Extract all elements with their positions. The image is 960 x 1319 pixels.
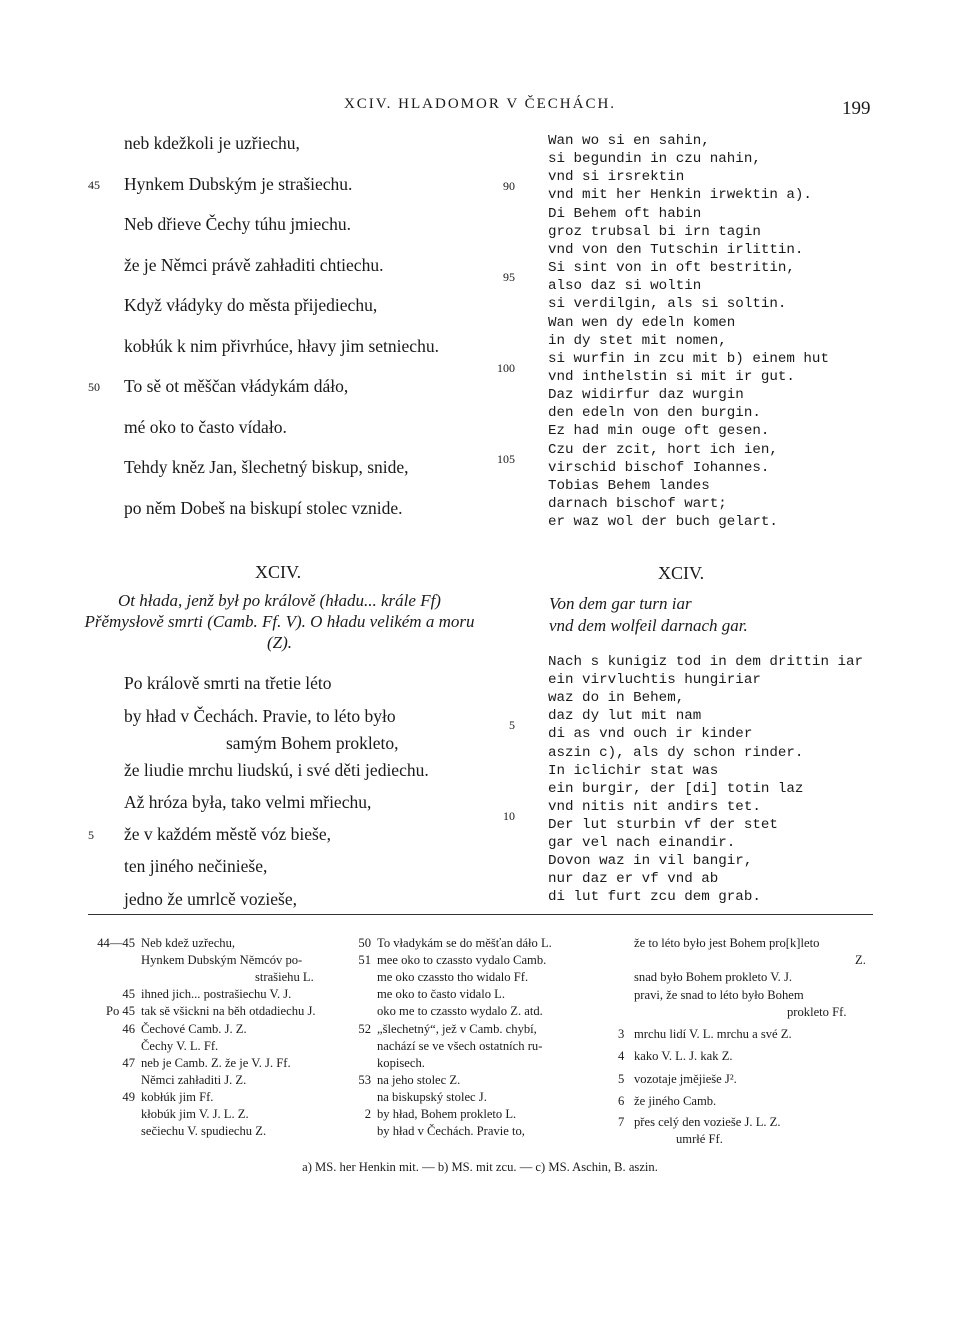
line-number: 50 [358,936,371,950]
verse-line: Wan wen dy edeln komen [548,314,736,331]
footnote-line: Čechové Camb. J. Z. [141,1021,247,1036]
verse-line: di as vnd ouch ir kinder [548,726,753,743]
footnote-line: kłobúk jim V. J. L. Z. [141,1107,249,1121]
line-number: 7 [618,1115,625,1129]
verse-line: Neb dřieve Čechy túhu jmiechu. [124,214,351,234]
verse-line: di lut furt zcu dem grab. [548,889,761,906]
verse-line: daz dy lut mit nam [548,708,702,725]
verse-line: vnd von den Tutschin irlittin. [548,241,804,258]
line-number: 4 [618,1049,625,1063]
line-number: 10 [503,808,515,823]
german-title-line-2: vnd dem wolfeil darnach gar. [549,616,748,635]
line-number: 95 [503,270,515,285]
verse-line: aszin c), als dy schon rinder. [548,744,804,761]
line-number: 5 [88,828,94,842]
footnote-line: strašiehu L. [255,970,314,985]
running-head: XCIV. HLADOMOR V ČECHÁCH. [343,96,617,112]
verse-line: Po králově smrti na třetie léto [124,673,332,693]
line-number: 44—45 [97,936,135,950]
footnote-line: Hynkem Dubským Němcóv po- [141,953,303,968]
line-number: 5 [618,1072,625,1086]
verse-line: ein virvluchtis hungiriar [548,672,761,689]
verse-line: Ez had min ouge oft gesen. [548,423,770,440]
verse-line: kobłúk k nim přivrhúce, hłavy jim setniechu. [124,335,439,356]
verse-line: Wan wo si en sahin, [548,133,710,149]
footnote-line: Němci zahładiti J. Z. [141,1072,247,1087]
line-number: 45 [88,177,100,192]
verse-line: In iclichir stat was [548,762,719,779]
footnote-line: prokleto Ff. [787,1005,847,1019]
line-number: 2 [364,1107,371,1121]
page-number: 199 [842,98,871,119]
line-number: 49 [122,1089,135,1104]
verse-line: Dovon waz in vil bangir, [548,853,753,870]
verse-line: vnd nitis nit andirs tet. [548,798,761,815]
footnote-line: me oko to často vidalo L. [377,987,506,1002]
verse-line: mé oko to často vídało. [124,416,287,437]
verse-line: Nach s kunigiz tod in dem drittin iar [548,654,864,670]
czech-chapter-title: Ot hłada, jenž był po králově (hładu... krále Ff) Přěmysłově smrti (Camb. Ff. V). O hładu velikém a moru (Z). [84,591,475,652]
footnote-line: kobłúk jim Ff. [141,1089,214,1104]
footnote-line: Neb kdež uzřechu, [141,936,236,950]
line-number: 100 [497,360,515,375]
footnote-line: ihned jich... postrašiechu V. J. [141,987,292,1002]
line-number: 90 [503,179,515,194]
line-number: 50 [88,380,100,394]
czech-chapter-number: XCIV. [255,562,302,582]
verse-line: Tehdy kněz Jan, šlechetný biskup, snide, [124,457,409,477]
footnote-line: nachází se ve všech ostatních ru- [377,1038,543,1053]
line-number: 53 [358,1072,371,1087]
line-number: 6 [618,1094,625,1108]
footnote-line: by hład, Bohem prokleto L. [377,1107,517,1121]
footnote-line: To vładykám se do měšťan dáło L. [377,936,552,950]
verse-line: Di Behem oft habin [548,205,702,222]
verse-line: also daz si woltin [548,278,702,295]
line-number: 52 [358,1021,371,1036]
verse-line: Když vłádyky do města přijediechu, [124,295,378,315]
verse-line: groz trubsal bi irn tagin [548,223,761,240]
verse-line: ten jiného nečinieše, [124,856,268,876]
footnote-line: Z. [855,953,866,967]
footnote-line: vozotaje jmějieše J². [634,1072,737,1086]
verse-line: Hynkem Dubským je strašiechu. [124,173,353,194]
footnote-line: umrłé Ff. [676,1132,723,1146]
footnote-line: snad było Bohem prokleto V. J. [634,970,793,984]
verse-line: den edeln von den burgin. [548,405,761,422]
footnote-line: že to léto było jest Bohem pro[k]leto [634,936,820,950]
verse-line: si verdilgin, als si soltin. [548,296,787,313]
verse-line: waz do in Behem, [548,690,685,707]
verse-line: si begundin in czu nahin, [548,151,761,168]
verse-line: Czu der zcit, hort ich ien, [548,441,778,458]
verse-line: Der lut sturbin vf der stet [548,816,778,833]
footnote-line: me oko czassto tho widalo Ff. [377,970,529,985]
verse-line: virschid bischof Iohannes. [548,459,770,476]
line-number: 105 [497,451,515,466]
verse-line: jedno že umrlcě voziešе, [124,889,297,909]
footnote-line: tak sě všickni na běh otdadiechu J. [141,1004,316,1019]
verse-line: neb kdežkoli je uzřiechu, [124,133,300,153]
line-number: 47 [122,1055,135,1070]
verse-line: er waz wol der buch gelart. [548,514,778,531]
footnote-line: Čechy V. L. Ff. [141,1038,219,1053]
verse-line: že v každém městě vóz bieše, [124,824,331,844]
footnote-line: kopisech. [377,1055,425,1070]
verse-line: Daz widirfur daz wurgin [548,387,744,404]
line-number: Po 45 [105,1004,135,1019]
line-number: 51 [358,953,371,968]
footnote-line: že jiného Camb. [634,1094,717,1108]
verse-line: Až hróza była, tako velmi mřiechu, [124,792,372,812]
verse-line: vnd mit her Henkin irwektin a). [548,187,812,204]
footnote-line: neb je Camb. Z. že je V. J. Ff. [141,1055,291,1070]
verse-line: Si sint von in oft bestritin, [548,260,795,277]
verse-line: To sě ot měščan vłádykám dáło, [124,376,349,396]
verse-line: by hład v Čechách. Pravie, to léto było [124,706,396,726]
line-number: 5 [509,718,515,733]
verse-line: in dy stet mit nomen, [548,332,727,349]
verse-line: darnach bischof wart; [548,496,727,512]
verse-line: po něm Dobeš na biskupí stolec vznide. [124,497,403,518]
footnote-line: „šlechetný“, jež v Camb. chybí, [377,1021,537,1036]
verse-line: že je Němci právě zahładiti chtiechu. [124,254,384,275]
verse-line: si wurfin in zcu mit b) einem hut [548,350,829,367]
footnote-rule [88,914,873,915]
line-number: 45 [122,987,135,1002]
footnote-line: přes celý den vozieše J. L. Z. [634,1115,781,1129]
manuscript-note: a) MS. her Henkin mit. — b) MS. mit zcu. — c) MS. Aschin, B. aszin. [302,1160,658,1174]
verse-line: nur daz er vf vnd ab [548,871,719,888]
footnote-line: oko me to czassto wydalo Z. atd. [377,1004,543,1019]
footnote-line: sečiechu V. spudiechu Z. [141,1124,267,1139]
line-number: 46 [122,1021,135,1036]
footnote-line: pravi, že snad to léto było Bohem [634,988,804,1002]
footnote-line: na jeho stolec Z. [377,1072,461,1087]
verse-line: vnd si irsrektin [548,169,685,186]
footnote-line: mee oko to czassto vydalo Camb. [377,953,547,968]
german-chapter-number: XCIV. [658,563,705,583]
verse-line: gar vel nach einandir. [548,835,736,851]
footnote-line: kako V. L. J. kak Z. [634,1049,733,1063]
line-number: 3 [618,1027,625,1041]
verse-line: vnd inthelstin si mit ir gut. [548,368,795,385]
verse-line: Tobias Behem landes [548,477,710,494]
footnote-line: mrchu lidí V. L. mrchu a své Z. [634,1027,792,1041]
verse-line: že liudie mrchu liudskú, i své děti jediechu. [124,760,429,780]
verse-line: ein burgir, der [di] totin laz [548,780,804,797]
german-title-line-1: Von dem gar turn iar [549,594,692,613]
footnote-line: by hład v Čechách. Pravie to, [377,1124,525,1139]
footnote-line: na biskupský stolec J. [377,1089,487,1104]
verse-line: samým Bohem prokleto, [226,733,399,753]
